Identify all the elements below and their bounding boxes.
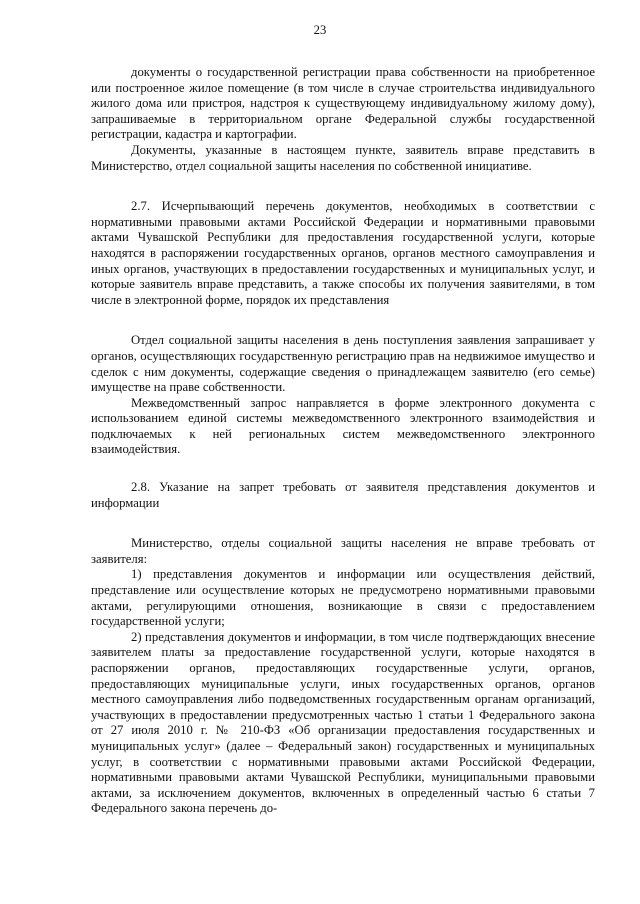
paragraph-interagency-request: Межведомственный запрос направляется в форме электронного документа с использованием единой системы межведомственного электронного взаимодействия и подключаемых к ней региональных систем межведомственного электронного взаимодействия. xyxy=(91,395,595,457)
section-heading-2-8: 2.8. Указание на запрет требовать от заявителя представления документов и информации xyxy=(91,480,595,510)
spacer xyxy=(91,511,595,536)
list-item-1: 1) представления документов и информации или осуществления действий, представление или осуществление которых не предусмотрено нормативными правовыми актами, регулирующими отношения, возникающие в связи с предоставлением государственной услуги; xyxy=(91,567,595,629)
list-item-2: 2) представления документов и информации, в том числе подтверждающих внесение заявителем платы за предоставление государственной услуги, которые находятся в распоряжении органов, предоставляющих государственные услуги, органов, предоставляющих муниципальные услуги, иных государственных органов, органов местного самоуправления либо подведомственных государственным органам организаций, участвующих в предоставлении предусмотренных частью 1 статьи 1 Федерального закона от 27 июля 2010 г. № 210-ФЗ «Об организации предоставления государственных и муниципальных услуг» (далее – Федеральный закон) государственных и муниципальных услуг, в соответствии с нормативными правовыми актами Российской Федерации, нормативными правовыми актами Чувашской Республики, муниципальными правовыми актами, за исключением документов, включенных в определенный частью 6 статьи 7 Федерального закона перечень до- xyxy=(91,629,595,816)
paragraph-social-protection-request: Отдел социальной защиты населения в день поступления заявления запрашивает у органов, осуществляющих государственную регистрацию прав на недвижимое имущество и сделок с ним документы, содержащие сведения о принадлежащем заявителю (его семье) имуществе на праве собственности. xyxy=(91,333,595,395)
paragraph-ministry-prohibition: Министерство, отделы социальной защиты населения не вправе требовать от заявителя: xyxy=(91,536,595,566)
document-body xyxy=(91,65,595,817)
spacer xyxy=(91,458,595,480)
paragraph-registration-docs: документы о государственной регистрации права собственности на приобретенное или построенное жилое помещение (в том числе в случае строительства индивидуального жилого дома или пристроя, надстроя к существующему индивидуальному жилому дому), запрашиваемые в территориальном органе Федеральной службы государственной регистрации, кадастра и картографии. xyxy=(91,65,595,142)
spacer xyxy=(91,308,595,333)
section-heading-2-7: 2.7. Исчерпывающий перечень документов, необходимых в соответствии с нормативными правовыми актами Российской Федерации и нормативными правовыми актами Чувашской Республики для предоставления государственной услуги, которые находятся в распоряжении государственных органов, органов местного самоуправления и иных органов, участвующих в предоставлении государственных и муниципальных услуг, и которые заявитель вправе представить, а также способы их получения заявителями, в том числе в электронной форме, порядок их представления xyxy=(91,199,595,307)
paragraph-own-initiative: Документы, указанные в настоящем пункте, заявитель вправе представить в Министерство, отдел социальной защиты населения по собственной инициативе. xyxy=(91,142,595,173)
spacer xyxy=(91,174,595,199)
page-number: 23 xyxy=(313,23,327,37)
